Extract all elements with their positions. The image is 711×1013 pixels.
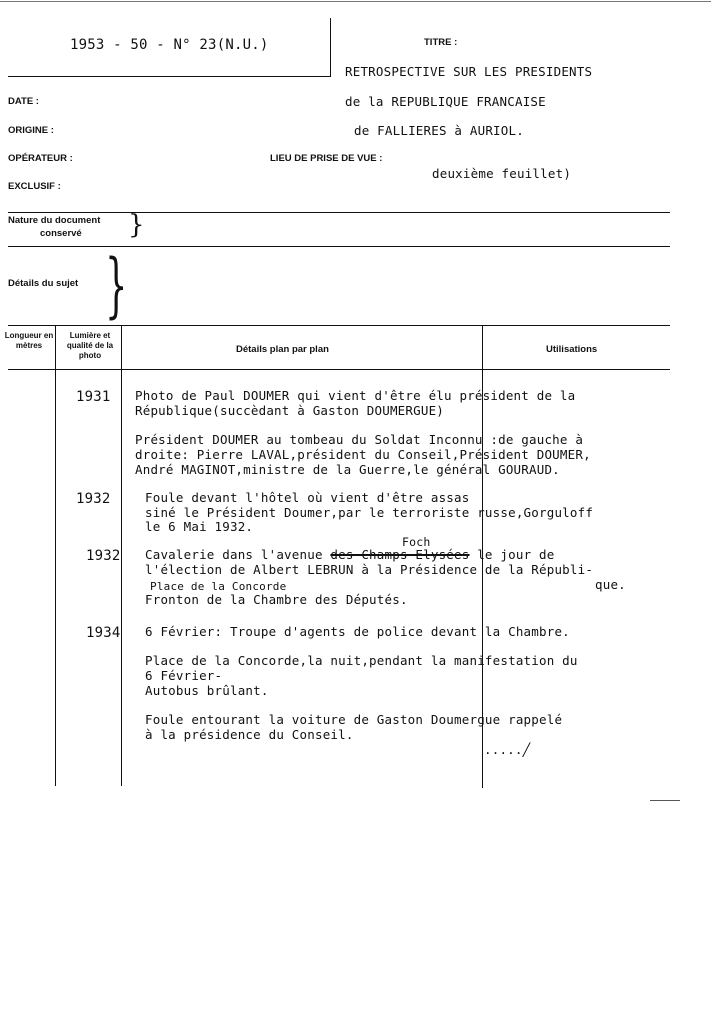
entry-4-line-3: que. xyxy=(595,577,626,592)
entry-4-line-1 xyxy=(145,548,554,563)
title-line-2: de la REPUBLIQUE FRANCAISE xyxy=(345,94,546,109)
nature-brace: } xyxy=(128,210,145,240)
exclusif-label: EXCLUSIF : xyxy=(8,181,61,192)
titre-label: TITRE : xyxy=(424,37,458,48)
entry-2-line-1: Président DOUMER au tombeau du Soldat Inconnu :de gauche à xyxy=(135,432,584,447)
entry-2-line-3: André MAGINOT,ministre de la Guerre,le général GOURAUD. xyxy=(135,462,560,477)
entry-4-year: 1932 xyxy=(86,548,121,564)
entry-1-year: 1931 xyxy=(76,389,111,405)
entry-2-line-2: droite: Pierre LAVAL,président du Conseil,Président DOUMER, xyxy=(135,447,591,462)
col-divider-1 xyxy=(55,326,56,786)
entry-4-sub-line: Fronton de la Chambre des Députés. xyxy=(145,592,408,607)
entry-7-line-2: à la présidence du Conseil. xyxy=(145,727,354,742)
title-line-1: RETROSPECTIVE SUR LES PRESIDENTS xyxy=(345,64,593,79)
header-bottom-line xyxy=(8,369,670,370)
entry-6-line-3: Autobus brûlant. xyxy=(145,683,269,698)
col-divider-2 xyxy=(121,326,122,786)
scan-mark-bottom xyxy=(650,800,680,801)
entry-3-year: 1932 xyxy=(76,491,111,507)
col-lumiere-header: Lumière et qualité de la photo xyxy=(66,331,114,360)
entry-6-line-2: 6 Février- xyxy=(145,668,223,683)
separator-3 xyxy=(8,325,670,326)
details-brace: } xyxy=(105,244,128,326)
entry-5-year: 1934 xyxy=(86,625,121,641)
entry-1-line-1: Photo de Paul DOUMER qui vient d'être élu président de la xyxy=(135,388,576,403)
operateur-label: OPÉRATEUR : xyxy=(8,153,73,164)
continuation-mark: .....╱ xyxy=(484,742,531,757)
nature-label-1: Nature du document xyxy=(8,215,101,226)
entry-3-line-2: siné le Président Doumer,par le terroriste russe,Gorguloff xyxy=(145,505,594,520)
reference-number: 1953 - 50 - N° 23(N.U.) xyxy=(70,37,269,53)
nature-label-2: conservé xyxy=(40,228,82,239)
entry-4-insert: Foch xyxy=(402,535,431,549)
feuillet-note: deuxième feuillet) xyxy=(432,166,572,181)
entry-4-line-1-end: le jour de xyxy=(469,547,555,562)
entry-1-line-2: République(succèdant à Gaston DOUMERGUE) xyxy=(135,403,445,418)
entry-6-line-1: Place de la Concorde,la nuit,pendant la manifestation du xyxy=(145,653,578,668)
col-longueur-header: Longueur en mètres xyxy=(4,331,54,350)
entry-5-line-1: 6 Février: Troupe d'agents de police devant la Chambre. xyxy=(145,624,570,639)
col-utilisations-header: Utilisations xyxy=(546,344,598,355)
separator-1 xyxy=(8,212,670,213)
entry-3-line-3: le 6 Mai 1932. xyxy=(145,519,254,534)
title-line-3: de FALLIERES à AURIOL. xyxy=(354,123,524,138)
details-sujet-label: Détails du sujet xyxy=(8,278,79,289)
entry-4-struck-text: des Champs Elysées xyxy=(330,547,470,562)
origine-label: ORIGINE : xyxy=(8,125,54,136)
entry-3-line-1: Foule devant l'hôtel où vient d'être assas xyxy=(145,490,470,505)
entry-7-line-1: Foule entourant la voiture de Gaston Doumergue rappelé xyxy=(145,712,563,727)
scan-edge-top xyxy=(0,1,711,2)
entry-4-line-2: l'élection de Albert LEBRUN à la Présidence de la Républi- xyxy=(145,562,594,577)
lieu-label: LIEU DE PRISE DE VUE : xyxy=(270,153,383,164)
col-details-header: Détails plan par plan xyxy=(236,344,329,355)
entry-4-sub-small: Place de la Concorde xyxy=(150,580,287,593)
entry-4-line-1-start: Cavalerie dans l'avenue xyxy=(145,547,331,562)
date-label: DATE : xyxy=(8,96,39,107)
